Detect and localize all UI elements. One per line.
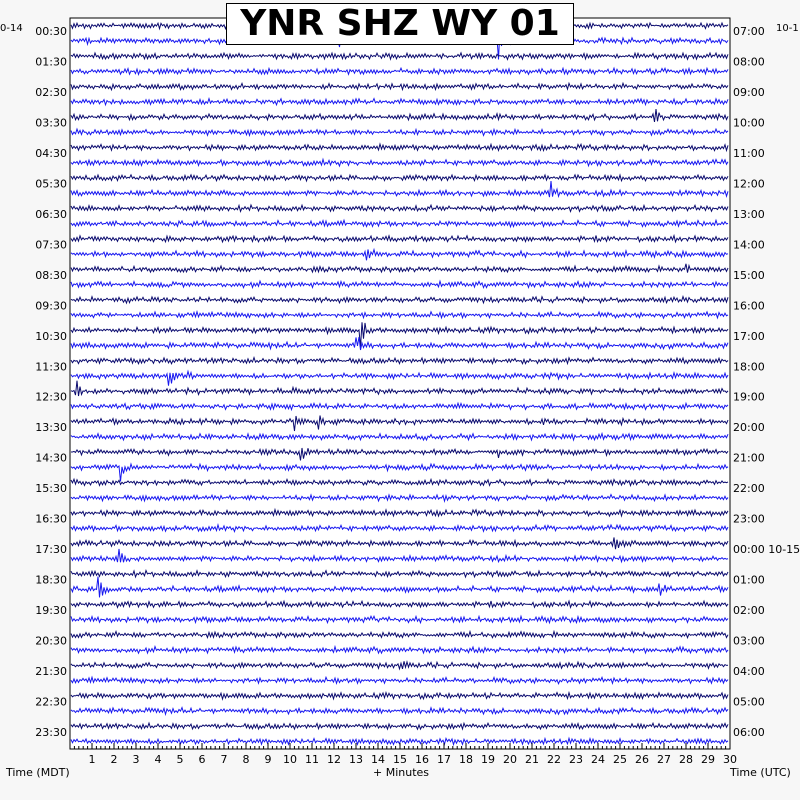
right-tick-label: 01:00: [733, 573, 765, 587]
x-tick-label: 5: [176, 753, 184, 766]
left-tick-label: 08:30: [35, 268, 67, 282]
chart-title: YNR SHZ WY 01: [226, 3, 574, 45]
x-tick-label: 22: [547, 753, 561, 766]
x-tick-label: 10: [283, 753, 297, 766]
x-tick-label: 4: [154, 753, 162, 766]
left-tick-label: 07:30: [35, 238, 67, 252]
right-tick-label: 14:00: [733, 238, 765, 252]
right-tick-label: 13:00: [733, 207, 765, 221]
right-tick-label: 10:00: [733, 116, 765, 130]
left-tick-label: 03:30: [35, 116, 67, 130]
x-tick-label: 6: [198, 753, 206, 766]
x-tick-label: 13: [349, 753, 363, 766]
x-tick-label: 3: [132, 753, 140, 766]
right-axis-label: Time (UTC): [730, 766, 791, 779]
x-tick-label: 24: [591, 753, 605, 766]
right-tick-label: 11:00: [733, 147, 765, 161]
left-tick-label: 17:30: [35, 543, 67, 557]
left-tick-label: 12:30: [35, 390, 67, 404]
left-tick-label: 02:30: [35, 86, 67, 100]
right-tick-label: 21:00: [733, 451, 765, 465]
left-axis-label: Time (MDT): [6, 766, 70, 779]
left-axis: [0, 23, 67, 739]
x-tick-label: 25: [613, 753, 627, 766]
left-tick-label: 22:30: [35, 695, 67, 709]
x-tick-label: 30: [723, 753, 737, 766]
left-tick-label: 04:30: [35, 147, 67, 161]
right-tick-label: 23:00: [733, 512, 765, 526]
x-tick-label: 21: [525, 753, 539, 766]
x-tick-label: 27: [657, 753, 671, 766]
left-tick-label: 20:30: [35, 634, 67, 648]
right-date-label: 10-1: [776, 23, 799, 34]
x-tick-label: 14: [371, 753, 385, 766]
right-tick-label: 19:00: [733, 390, 765, 404]
x-tick-label: 11: [305, 753, 319, 766]
x-tick-label: 29: [701, 753, 715, 766]
left-tick-label: 16:30: [35, 512, 67, 526]
left-tick-label: 14:30: [35, 451, 67, 465]
right-tick-label: 04:00: [733, 664, 765, 678]
left-tick-label: 05:30: [35, 177, 67, 191]
right-tick-label: 08:00: [733, 55, 765, 69]
x-tick-label: 23: [569, 753, 583, 766]
left-tick-label: 19:30: [35, 603, 67, 617]
right-tick-label: 15:00: [733, 268, 765, 282]
x-tick-label: 7: [220, 753, 228, 766]
x-tick-label: 1: [88, 753, 96, 766]
right-tick-label: 06:00: [733, 725, 765, 739]
right-tick-label: 09:00: [733, 86, 765, 100]
right-tick-label: 00:00 10-15: [733, 543, 800, 557]
left-tick-label: 13:30: [35, 421, 67, 435]
left-tick-label: 01:30: [35, 55, 67, 69]
left-tick-label: 23:30: [35, 725, 67, 739]
x-tick-label: 26: [635, 753, 649, 766]
left-tick-label: 21:30: [35, 664, 67, 678]
x-tick-label: 16: [415, 753, 429, 766]
x-tick-label: 19: [481, 753, 495, 766]
right-tick-label: 18:00: [733, 360, 765, 374]
left-tick-label: 00:30: [35, 25, 67, 39]
x-tick-label: 8: [242, 753, 250, 766]
x-tick-label: 12: [327, 753, 341, 766]
x-tick-label: 20: [503, 753, 517, 766]
x-tick-label: 2: [110, 753, 118, 766]
left-tick-label: 10:30: [35, 329, 67, 343]
right-tick-label: 12:00: [733, 177, 765, 191]
right-axis: [733, 23, 800, 739]
right-tick-label: 03:00: [733, 634, 765, 648]
right-tick-label: 17:00: [733, 329, 765, 343]
x-tick-label: 28: [679, 753, 693, 766]
x-tick-label: 17: [437, 753, 451, 766]
x-tick-label: 18: [459, 753, 473, 766]
right-tick-label: 20:00: [733, 421, 765, 435]
left-tick-label: 09:30: [35, 299, 67, 313]
x-axis-label: + Minutes: [373, 766, 430, 779]
right-tick-label: 22:00: [733, 482, 765, 496]
left-tick-label: 18:30: [35, 573, 67, 587]
right-tick-label: 02:00: [733, 603, 765, 617]
right-tick-label: 05:00: [733, 695, 765, 709]
x-tick-label: 15: [393, 753, 407, 766]
left-date-label: 0-14: [0, 23, 23, 34]
x-tick-label: 9: [264, 753, 272, 766]
right-tick-label: 07:00: [733, 25, 765, 39]
right-tick-label: 16:00: [733, 299, 765, 313]
left-tick-label: 11:30: [35, 360, 67, 374]
left-tick-label: 15:30: [35, 482, 67, 496]
left-tick-label: 06:30: [35, 207, 67, 221]
